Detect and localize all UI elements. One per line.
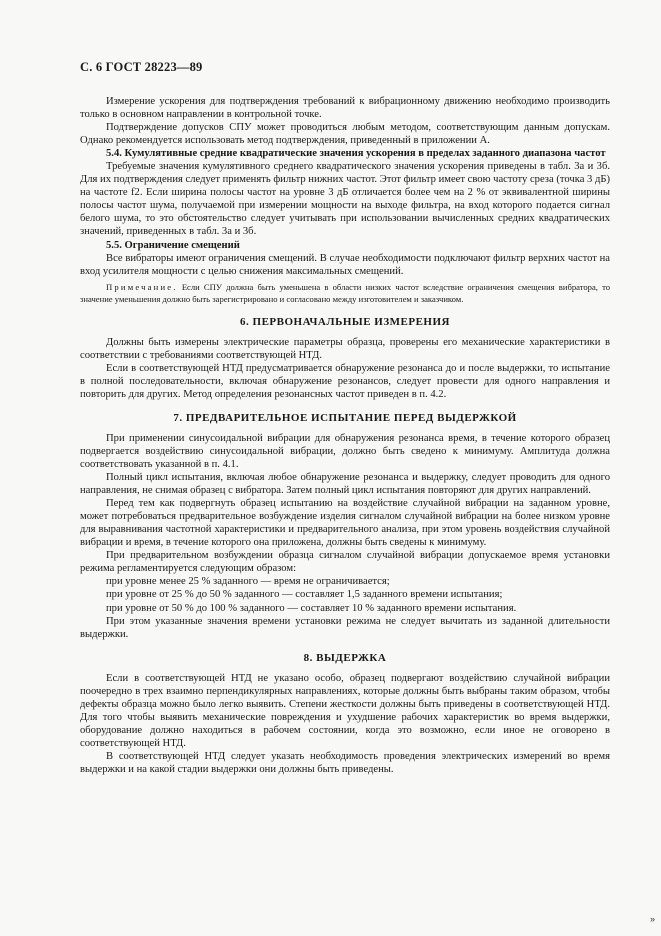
- paragraph: Если в соответствующей НТД не указано особо, образец подвергают воздействию случайной вибрации поочередно в трех взаимно перпендикулярных направлениях, которые должны быть выбраны таким образом, чтобы дефекты образца можно было легко выявить. Степени жесткости должны быть приведены в соответствующей НТД. Для того чтобы выявить механические повреждения и ухудшение рабочих характеристик во время выдержки, оборудование должно находиться в рабочем состоянии, когда это возможно, если иное не оговорено в соответствующей НТД.: [80, 672, 610, 749]
- note-text: Если СПУ должна быть уменьшена в области низких частот вследствие ограничения смещения вибратора, то значение уменьшения должно быть зарегистрировано и согласовано между изготовителем и заказчиком.: [80, 281, 611, 304]
- section-title-7: 7. ПРЕДВАРИТЕЛЬНОЕ ИСПЫТАНИЕ ПЕРЕД ВЫДЕРЖКОЙ: [173, 411, 517, 424]
- paragraph: Подтверждение допусков СПУ может проводиться любым методом, соответствующим данным допускам. Однако рекомендуется использовать метод подтверждения, приведенный в приложении А.: [80, 122, 610, 147]
- paragraph: Перед тем как подвергнуть образец испытанию на воздействие случайной вибрации на заданном уровне, может потребоваться предварительное возбуждение изделия сигналом случайной вибрации на более низком уровне для выравнивания частотной характеристики и предварительного анализа, при этом уровень воздействия случайной вибрации и время, в течение которого она приложена, должны быть сведены к минимуму.: [80, 498, 610, 549]
- paragraph: Все вибраторы имеют ограничения смещений. В случае необходимости подключают фильтр верхних частот на вход усилителя мощности с целью снижения максимальных смещений.: [80, 252, 610, 277]
- list-item: при уровне от 25 % до 50 % заданного — составляет 1,5 заданного времени испытания;: [106, 589, 503, 601]
- paragraph: При предварительном возбуждении образца сигналом случайной вибрации допускаемое время установки режима регламентируется следующим образом:: [80, 550, 610, 575]
- corner-mark: »: [649, 914, 655, 924]
- paragraph: Требуемые значения кумулятивного среднего квадратического значения ускорения приведены в табл. 3а и 3б. Для их подтверждения следует применять фильтр нижних частот. Этот фильтр имеет свою частоту среза (точка 3 дБ) на частоте f2. Если ширина полосы частот на уровне 3 дБ отличается более чем на 2 % от эквивалентной ширины полосы частот шума, получаемой при измерении мощности на выходе фильтра, на вход которого подается сигнал белого шума, то это обстоятельство следует учитывать при использовании вычисленных средних квадратических значений, приведенных в табл. 3а и 3б.: [80, 161, 610, 238]
- note: [80, 281, 610, 305]
- paragraph: В соответствующей НТД следует указать необходимость проведения электрических измерений во время выдержки и на какой стадии выдержки они должны быть приведены.: [80, 750, 610, 775]
- section-heading-5-5: 5.5. Ограничение смещений: [106, 239, 240, 251]
- section-title-8: 8. ВЫДЕРЖКА: [303, 651, 387, 664]
- section-heading-5-4: 5.4. Кумулятивные средние квадратические значения ускорения в пределах заданного диапазона частот: [106, 148, 606, 160]
- paragraph: При применении синусоидальной вибрации для обнаружения резонанса время, в течение которого образец подвергается воздействию синусоидальной вибрации, должно быть сведено к минимуму. Амплитуда должна соответствовать указанной в п. 4.1.: [80, 432, 610, 470]
- list-item: при уровне от 50 % до 100 % заданного — составляет 10 % заданного времени испытания.: [106, 602, 517, 614]
- paragraph: Полный цикл испытания, включая любое обнаружение резонанса и выдержку, следует проводить для одного направления, не снимая образец с вибратора. Затем полный цикл испытания повторяют для других направлений.: [80, 472, 610, 497]
- list-item: при уровне менее 25 % заданного — время не ограничивается;: [106, 576, 390, 588]
- paragraph: Измерение ускорения для подтверждения требований к вибрационному движению необходимо производить только в основном направлении в контрольной точке.: [80, 96, 610, 121]
- note-label: Примечание.: [106, 281, 178, 292]
- paragraph: При этом указанные значения времени установки режима не следует вычитать из заданной длительности выдержки.: [80, 615, 610, 640]
- page-header: С. 6 ГОСТ 28223—89: [80, 60, 203, 74]
- section-title-6: 6. ПЕРВОНАЧАЛЬНЫЕ ИЗМЕРЕНИЯ: [240, 315, 450, 328]
- paragraph: Должны быть измерены электрические параметры образца, проверены его механические характеристики в соответствии с требованиями соответствующей НТД.: [80, 336, 610, 361]
- paragraph: Если в соответствующей НТД предусматривается обнаружение резонанса до и после выдержки, то испытание в полной последовательности, включая обнаружение резонансов, следует провести для одного направления и повторить для других. Метод определения резонансных частот приведен в п. 4.2.: [80, 362, 610, 400]
- document-page: [80, 60, 610, 776]
